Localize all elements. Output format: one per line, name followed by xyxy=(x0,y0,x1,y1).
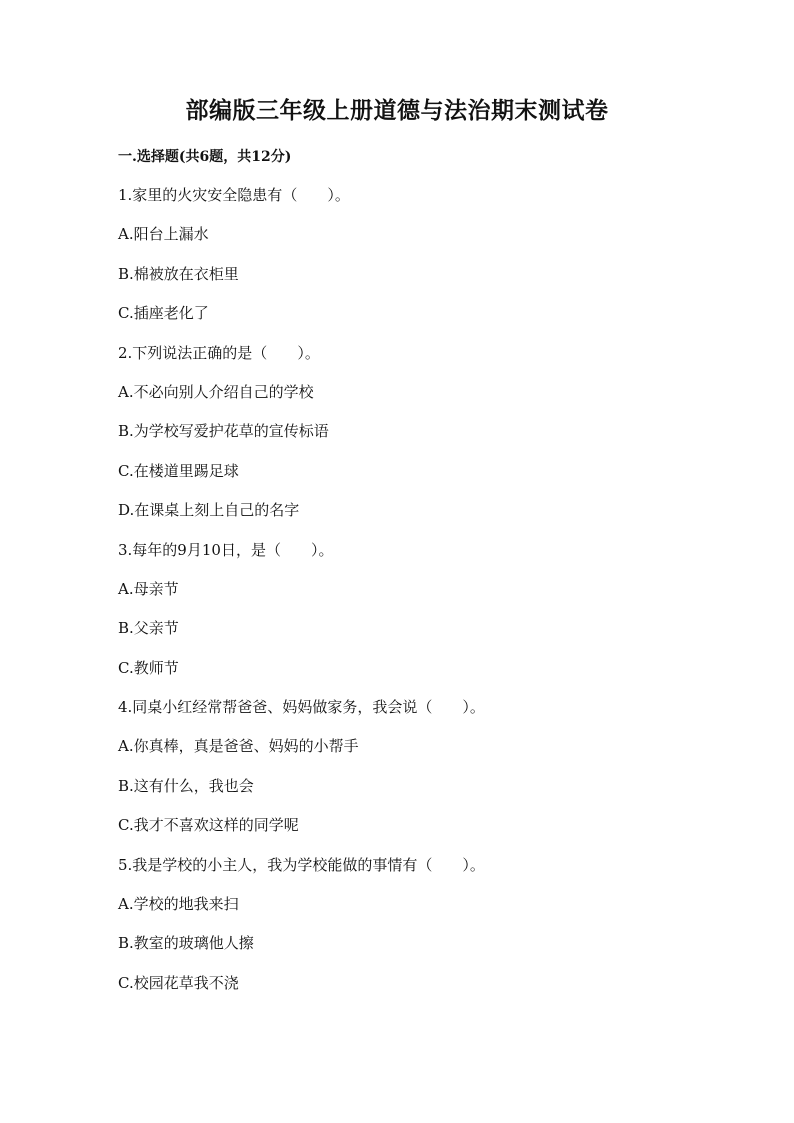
question-stem: 2.下列说法正确的是（ ）。 xyxy=(118,343,320,362)
question-option: B.棉被放在衣柜里 xyxy=(118,264,239,283)
question-option: C.在楼道里踢足球 xyxy=(118,461,239,480)
question-option: C.教师节 xyxy=(118,658,179,677)
question-stem: 1.家里的火灾安全隐患有（ ）。 xyxy=(118,186,350,204)
question-stem: 5.我是学校的小主人，我为学校能做的事情有（ ）。 xyxy=(118,855,485,874)
question-stem: 3.每年的9月10日，是（ ）。 xyxy=(118,540,334,559)
question-option: C.校园花草我不浇 xyxy=(118,973,239,992)
question-option: B.为学校写爱护花草的宣传标语 xyxy=(118,422,329,441)
question-option: B.父亲节 xyxy=(118,619,179,638)
question-option: A.阳台上漏水 xyxy=(118,225,209,244)
question-option: B.教室的玻璃他人擦 xyxy=(118,934,254,953)
question-option: C.插座老化了 xyxy=(118,304,209,323)
section-heading: 一.选择题(共6题，共12分) xyxy=(118,149,292,165)
question-option: A.不必向别人介绍自己的学校 xyxy=(118,382,314,401)
page-title: 部编版三年级上册道德与法治期末测试卷 xyxy=(185,97,609,124)
question-option: B.这有什么，我也会 xyxy=(118,776,254,795)
question-option: C.我才不喜欢这样的同学呢 xyxy=(118,816,299,835)
question-option: A.学校的地我来扫 xyxy=(118,895,239,914)
question-option: A.你真棒，真是爸爸、妈妈的小帮手 xyxy=(118,737,359,756)
question-option: A.母亲节 xyxy=(118,579,179,598)
question-list xyxy=(118,184,718,1011)
question-option: D.在课桌上刻上自己的名字 xyxy=(118,501,300,520)
question-stem: 4.同桌小红经常帮爸爸、妈妈做家务，我会说（ ）。 xyxy=(118,698,485,717)
